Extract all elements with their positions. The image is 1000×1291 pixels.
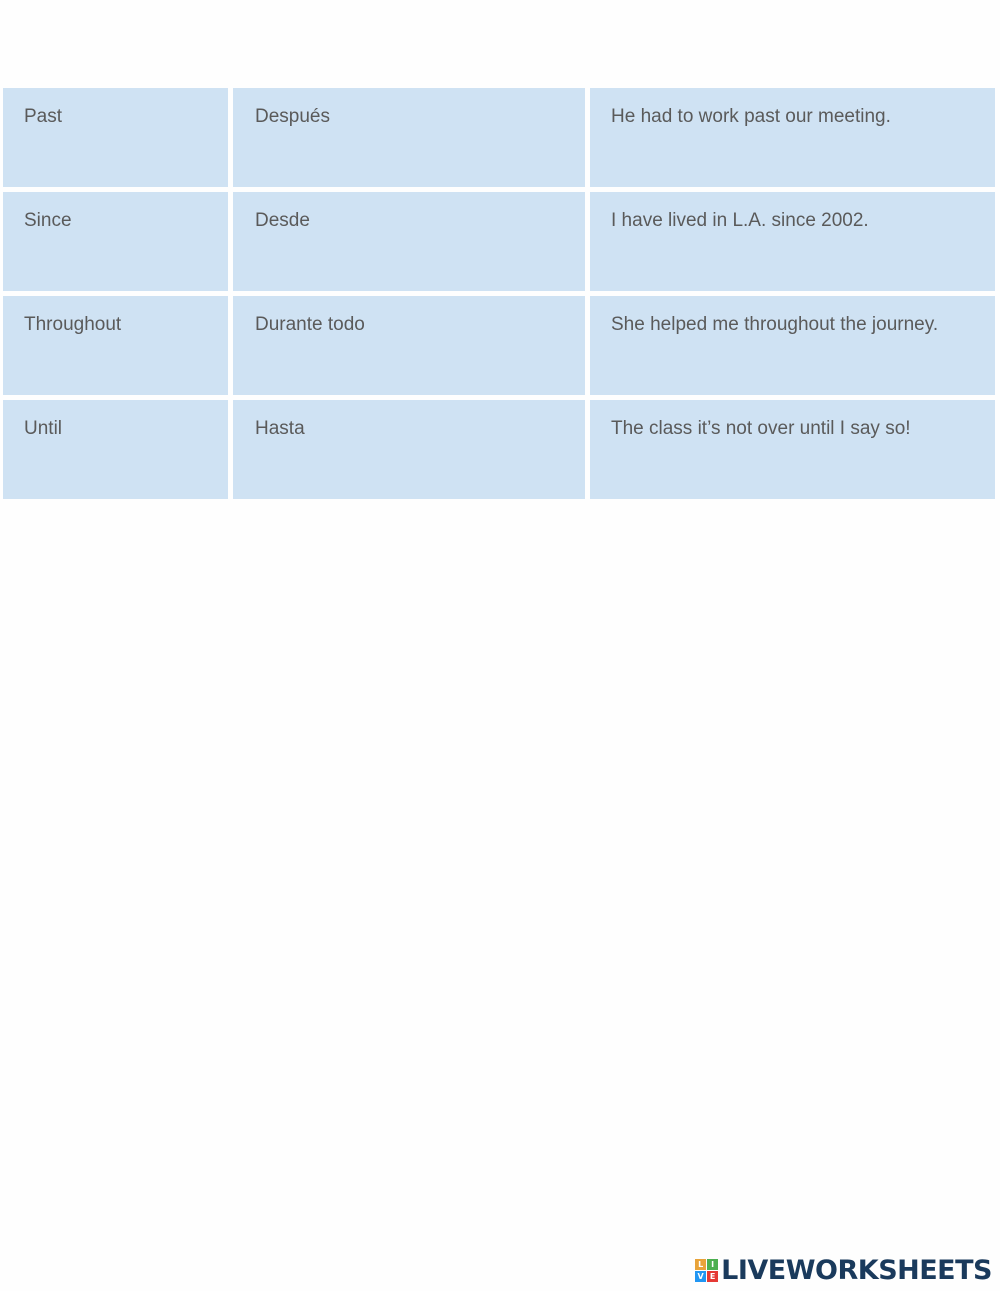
word-cell: Until [3,400,228,499]
translation-cell: Durante todo [233,296,585,395]
logo-letter: E [707,1271,718,1282]
logo-letter: I [707,1259,718,1270]
example-cell: I have lived in L.A. since 2002. [590,192,995,291]
example-cell: The class it’s not over until I say so! [590,400,995,499]
word-cell: Past [3,88,228,187]
translation-cell: Desde [233,192,585,291]
translation-cell: Después [233,88,585,187]
logo-text: LIVEWORKSHEETS [721,1254,992,1286]
logo-letter: L [695,1259,706,1270]
logo-letter: V [695,1271,706,1282]
example-cell: He had to work past our meeting. [590,88,995,187]
word-cell: Throughout [3,296,228,395]
table-row [3,192,995,291]
vocabulary-table [3,88,995,504]
table-row [3,296,995,395]
translation-cell: Hasta [233,400,585,499]
logo-mark-icon [695,1259,718,1282]
example-cell: She helped me throughout the journey. [590,296,995,395]
table-row [3,400,995,499]
liveworksheets-logo [695,1255,992,1285]
table-row [3,88,995,187]
word-cell: Since [3,192,228,291]
